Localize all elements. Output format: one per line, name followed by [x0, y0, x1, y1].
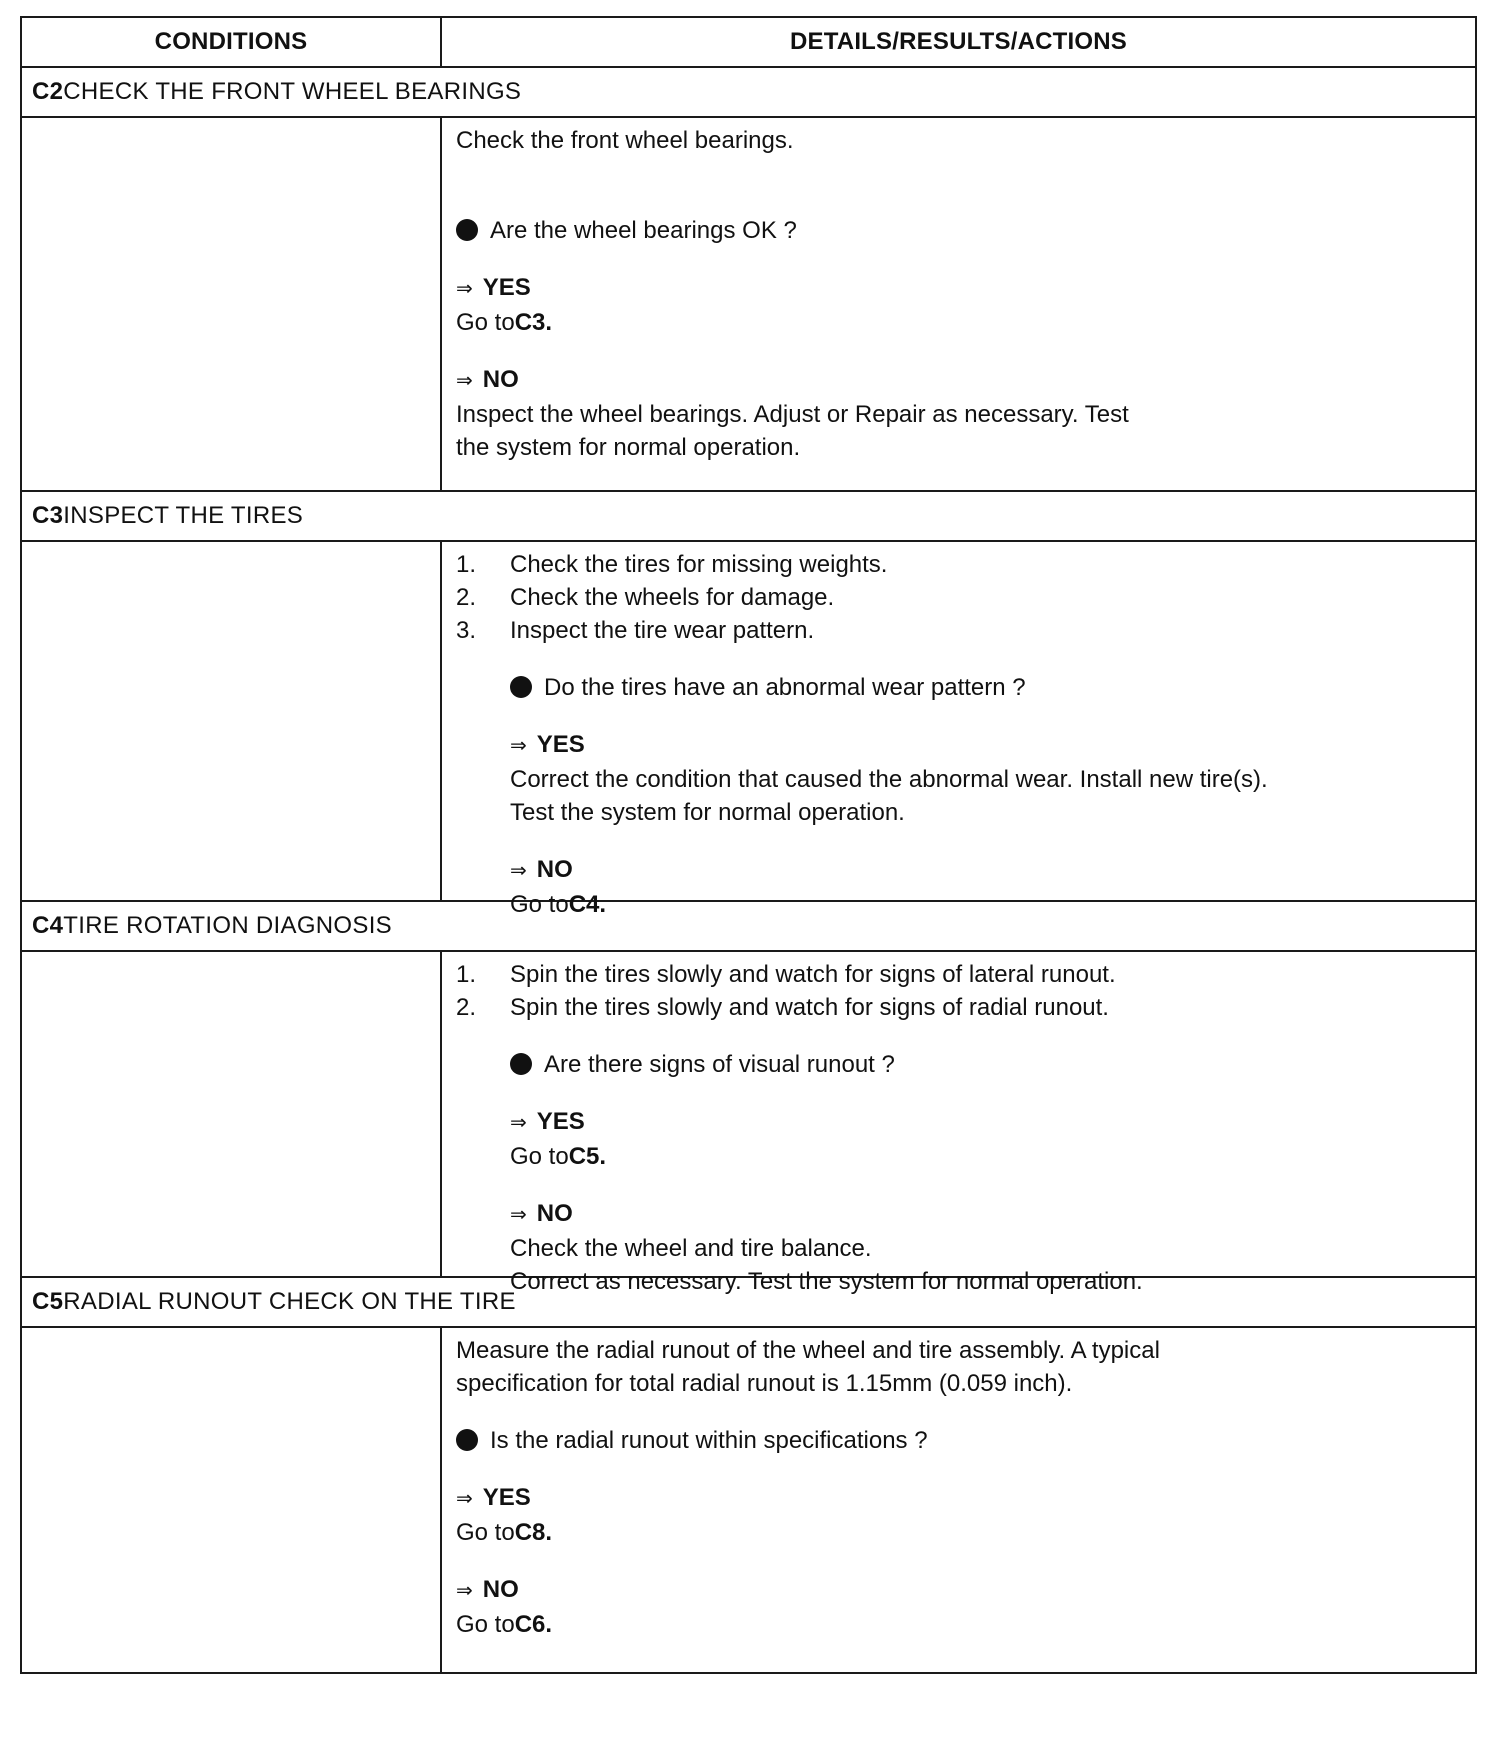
step-c2-title [22, 68, 1475, 118]
details-header: DETAILS/RESULTS/ACTIONS [789, 28, 1128, 55]
goto-link: C3. [514, 309, 553, 336]
yes-action: Go toC5. [510, 1143, 607, 1170]
no-branch: ⇒ NO [456, 1576, 519, 1603]
arrow-icon: ⇒ [456, 1488, 473, 1510]
list-item: 2. Spin the tires slowly and watch for signs of radial runout. [456, 994, 1109, 1021]
details-cell [442, 952, 1475, 1295]
no-branch: ⇒ NO [456, 366, 519, 393]
step-c2-row [22, 118, 1475, 492]
step-code: C3 [32, 502, 64, 529]
arrow-icon: ⇒ [456, 278, 473, 300]
details-cell [442, 1328, 1475, 1672]
conditions-cell [22, 1328, 442, 1672]
no-branch: ⇒ NO [510, 1200, 573, 1227]
conditions-header: CONDITIONS [22, 18, 442, 66]
diagnostic-table [20, 16, 1477, 1674]
conditions-cell [22, 542, 442, 900]
question: Are there signs of visual runout ? [456, 1048, 1461, 1081]
intro-line: Measure the radial runout of the wheel and tire assembly. A typical [456, 1337, 1160, 1364]
yes-branch: ⇒ YES [510, 1108, 585, 1135]
no-action: Go toC6. [456, 1611, 553, 1638]
arrow-icon: ⇒ [510, 1112, 527, 1134]
yes-branch: ⇒ YES [456, 274, 531, 301]
list-item: 2. Check the wheels for damage. [456, 584, 835, 611]
yes-action-line: Test the system for normal operation. [510, 799, 905, 826]
step-c4-row [22, 952, 1475, 1295]
goto-link: C6. [514, 1611, 553, 1638]
arrow-icon: ⇒ [456, 370, 473, 392]
no-action-line: Correct as necessary. Test the system for normal operation. [510, 1268, 1143, 1295]
step-title: TIRE ROTATION DIAGNOSIS [63, 912, 392, 939]
no-action-line: the system for normal operation. [456, 434, 801, 461]
list-item: 3. Inspect the tire wear pattern. [456, 617, 815, 644]
yes-branch: ⇒ YES [456, 1484, 531, 1511]
conditions-cell [22, 952, 442, 1276]
details-cell [442, 118, 1475, 490]
table-header [22, 18, 1475, 68]
goto-link: C8. [514, 1519, 553, 1546]
step-title: RADIAL RUNOUT CHECK ON THE TIRE [63, 1288, 516, 1315]
no-action-line: Check the wheel and tire balance. [510, 1235, 872, 1262]
step-code: C4 [32, 912, 64, 939]
step-code: C2 [32, 78, 64, 105]
yes-branch: ⇒ YES [510, 731, 585, 758]
no-action-line: Inspect the wheel bearings. Adjust or Repair as necessary. Test [456, 401, 1129, 428]
yes-action-line: Correct the condition that caused the abnormal wear. Install new tire(s). [510, 766, 1268, 793]
no-action: Go toC4. [510, 891, 607, 918]
step-c3-title [22, 492, 1475, 542]
yes-action: Go toC3. [456, 309, 553, 336]
step-title: CHECK THE FRONT WHEEL BEARINGS [63, 78, 522, 105]
bullet-icon [456, 1429, 478, 1451]
step-title: INSPECT THE TIRES [63, 502, 304, 529]
arrow-icon: ⇒ [510, 735, 527, 757]
list-item: 1. Spin the tires slowly and watch for signs of lateral runout. [456, 961, 1116, 988]
arrow-icon: ⇒ [510, 1204, 527, 1226]
question: Do the tires have an abnormal wear pattern ? [456, 671, 1461, 704]
bullet-icon [510, 1053, 532, 1075]
bullet-icon [456, 219, 478, 241]
intro-text: Check the front wheel bearings. [456, 127, 794, 154]
intro-line: specification for total radial runout is 1.15mm (0.059 inch). [456, 1370, 1073, 1397]
list-item: 1. Check the tires for missing weights. [456, 551, 888, 578]
bullet-icon [510, 676, 532, 698]
yes-action: Go toC8. [456, 1519, 553, 1546]
no-branch: ⇒ NO [510, 856, 573, 883]
question: Is the radial runout within specifications ? [456, 1424, 1461, 1457]
arrow-icon: ⇒ [456, 1580, 473, 1602]
question: Are the wheel bearings OK ? [456, 214, 1461, 247]
conditions-cell [22, 118, 442, 490]
goto-link: C5. [568, 1143, 607, 1170]
step-c3-row [22, 542, 1475, 918]
goto-link: C4. [568, 891, 607, 918]
arrow-icon: ⇒ [510, 860, 527, 882]
details-cell [442, 542, 1475, 918]
step-c5-row [22, 1328, 1475, 1672]
step-code: C5 [32, 1288, 64, 1315]
